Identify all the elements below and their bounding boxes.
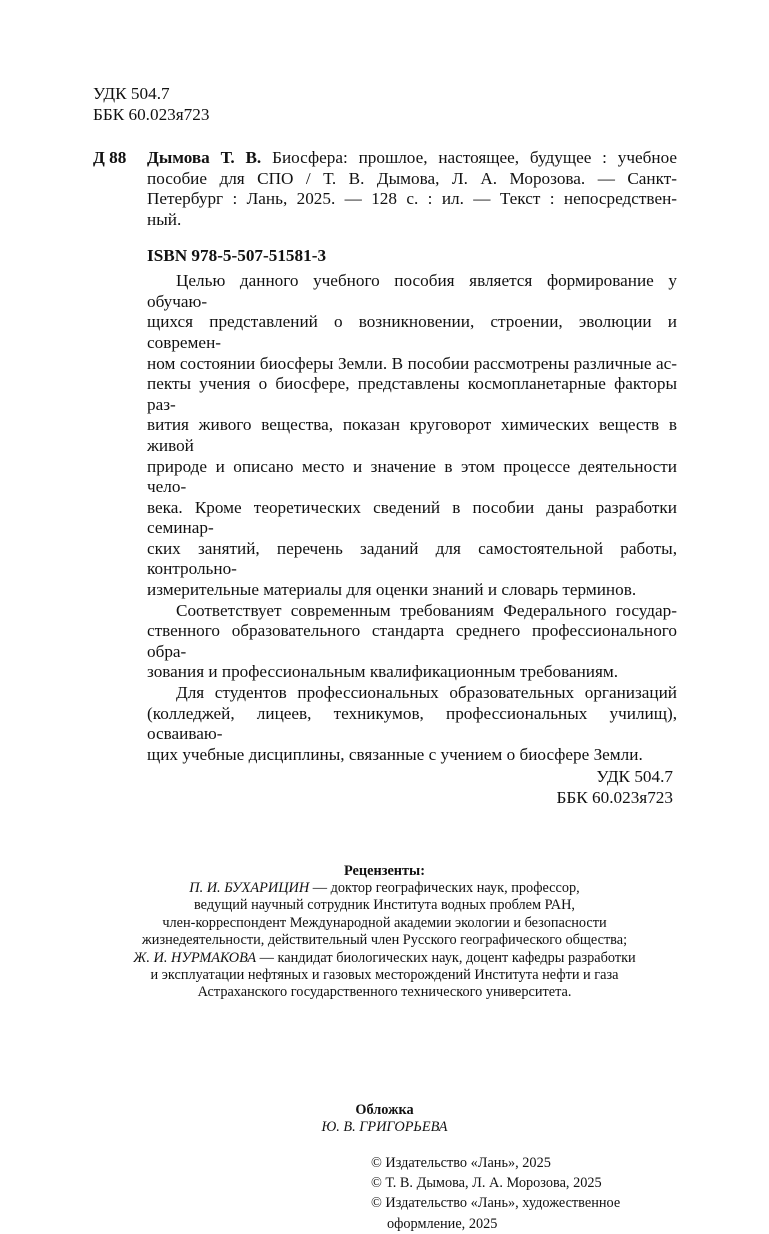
reviewers-title: Рецензенты: <box>344 862 425 879</box>
catalog-line: пособие для СПО / Т. В. Дымова, Л. А. Морозова. — Санкт- <box>147 168 677 188</box>
abstract-line: ном состоянии биосферы Земли. В пособии рассмотрены различные ас- <box>147 353 677 373</box>
reviewer-2-text: — кандидат биологических наук, доцент кафедры разработки <box>256 949 636 966</box>
abstract-line: Для студентов профессиональных образовательных организаций <box>176 683 677 703</box>
cover-credit <box>0 1102 769 1137</box>
isbn: ISBN 978-5-507-51581-3 <box>147 245 327 265</box>
catalog-code: Д 88 <box>93 148 127 168</box>
abstract-line: ских занятий, перечень заданий для самостоятельной работы, контрольно- <box>147 538 677 579</box>
copyright-line: оформление, 2025 <box>387 1215 498 1232</box>
reviewer-1-name: П. И. БУХАРИЦИН <box>189 880 310 896</box>
udk-bottom: УДК 504.7 <box>596 767 673 787</box>
reviewer-2-text: и эксплуатации нефтяных и газовых месторождений Института нефти и газа <box>150 967 619 984</box>
reviewer-1-text: — доктор географических наук, профессор, <box>309 880 580 896</box>
classification-top <box>93 84 769 125</box>
abstract-line: природе и описано место и значение в этом процессе деятельности чело- <box>147 456 677 497</box>
cover-title: Обложка <box>355 1101 414 1118</box>
reviewer-2-text: Астраханского государственного технического университета. <box>197 984 572 1001</box>
abstract-line: пекты учения о биосфере, представлены космопланетарные факторы раз- <box>147 374 677 414</box>
abstract-line: вития живого вещества, показан круговорот химических веществ в живой <box>147 415 677 455</box>
catalog-line: ный. <box>147 209 182 229</box>
abstract-line: (колледжей, лицеев, техникумов, профессиональных училищ), осваиваю- <box>147 703 677 744</box>
udk-top: УДК 504.7 <box>93 84 170 103</box>
abstract-line: ственного образовательного стандарта среднего профессионального обра- <box>147 621 677 661</box>
abstract <box>147 271 677 765</box>
abstract-line: щих учебные дисциплины, связанные с учением о биосфере Земли. <box>147 744 643 764</box>
catalog <box>93 148 769 230</box>
cover-designer: Ю. В. ГРИГОРЬЕВА <box>321 1119 448 1136</box>
copyright-line: © Т. В. Дымова, Л. А. Морозова, 2025 <box>371 1175 602 1192</box>
abstract-line: Соответствует современным требованиям Федерального государ- <box>176 600 677 620</box>
classification-bottom <box>0 767 673 808</box>
reviewers <box>0 863 769 1002</box>
abstract-line: измерительные материалы для оценки знаний и словарь терминов. <box>147 580 637 600</box>
catalog-line: Петербург : Лань, 2025. — 128 с. : ил. — Текст : непосредствен- <box>147 189 677 209</box>
abstract-line: зования и профессиональным квалификационным требованиям. <box>147 662 619 682</box>
catalog-entry <box>147 148 677 230</box>
reviewer-1-text: ведущий научный сотрудник Института водных проблем РАН, <box>194 897 575 914</box>
bbk-top: ББК 60.023я723 <box>93 104 210 124</box>
reviewer-1-text: член-корреспондент Международной академии экологии и безопасности <box>162 914 607 931</box>
copyright-line: © Издательство «Лань», художественное <box>371 1195 621 1212</box>
abstract-line: Целью данного учебного пособия является формирование у обучаю- <box>147 271 677 311</box>
abstract-line: щихся представлений о возникновении, строении, эволюции и современ- <box>147 312 677 352</box>
copyright <box>371 1153 731 1234</box>
reviewer-2-name: Ж. И. НУРМАКОВА <box>133 949 257 966</box>
catalog-line <box>147 148 677 169</box>
abstract-line: века. Кроме теоретических сведений в пособии даны разработки семинар- <box>147 497 677 538</box>
catalog-title: Биосфера: прошлое, настоящее, будущее : учебное <box>272 148 678 168</box>
catalog-author: Дымова Т. В. <box>147 148 262 168</box>
reviewer-1-text: жизнедеятельности, действительный член Русского географического общества; <box>141 932 628 949</box>
copyright-line: © Издательство «Лань», 2025 <box>371 1154 551 1171</box>
bbk-bottom: ББК 60.023я723 <box>556 788 673 807</box>
